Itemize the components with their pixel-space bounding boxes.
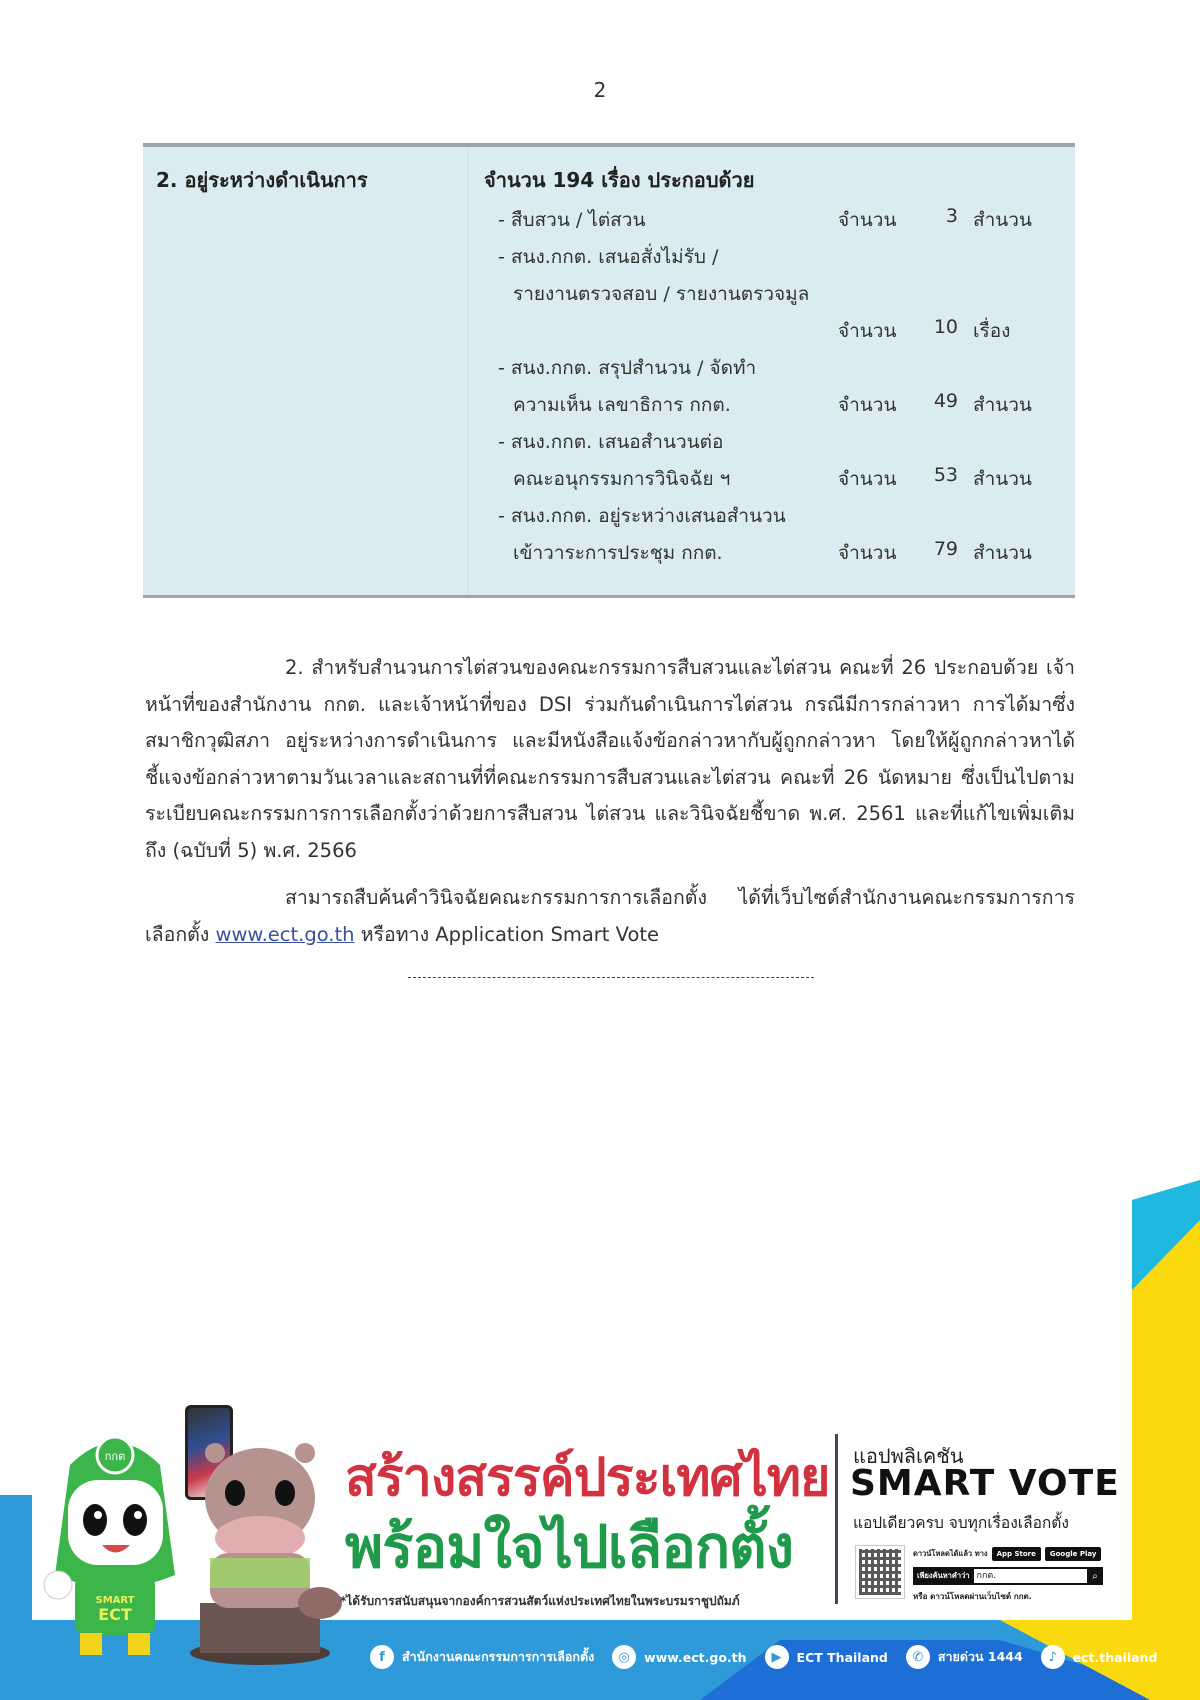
svg-text:กกต: กกต [104,1450,126,1463]
count-unit: สำนวน [973,394,1032,416]
ect-website-link[interactable]: www.ect.go.th [215,922,355,946]
list-item-count [498,312,1058,349]
item-text: - สนง.กกต. เสนอสั่งไม่รับ / [498,246,719,268]
item-text: ความเห็น เลขาธิการ กกต. [513,394,731,416]
app-kicker: แอปพลิเคชัน [853,1444,964,1468]
social-hotline-text[interactable]: สายด่วน 1444 [937,1649,1023,1664]
list-item-continuation [498,386,1058,423]
tiktok-icon[interactable]: ♪ [1041,1645,1065,1669]
column-divider [468,147,469,595]
svg-text:SMART: SMART [95,1595,135,1606]
count-unit: สำนวน [973,542,1032,564]
sub-items-list [498,201,1058,571]
vertical-divider [835,1434,838,1604]
item-text: รายงานตรวจสอบ / รายงานตรวจมูล [513,283,810,305]
facebook-icon[interactable]: f [370,1645,394,1669]
paragraph-search-info [145,880,1075,953]
social-tiktok-text[interactable]: ect.thailand [1072,1649,1158,1665]
phone-icon[interactable]: ✆ [906,1645,930,1669]
web-download-text: หรือ ดาวน์โหลดผ่านเว็บไซต์ กกต. [913,1592,1032,1601]
item-text: - สนง.กกต. สรุปสำนวน / จัดทำ [498,357,757,379]
count-unit: สำนวน [973,209,1032,231]
count-value: 79 [933,538,958,560]
row-label: 2. อยู่ระหว่างดำเนินการ [156,168,368,192]
social-web-text[interactable]: www.ect.go.th [644,1649,747,1665]
paragraph-text: สามารถสืบค้นคำวินิจฉัยคณะกรรมการการเลือกตั้ง ได้ที่เว็บไซต์สำนักงานคณะกรรมการการเลือกตั้ง [145,886,1075,946]
count-value: 3 [945,205,958,227]
item-text: - สืบสวน / ไต่สวน [498,209,646,231]
count-label: จำนวน [838,468,897,490]
social-youtube-text[interactable]: ECT Thailand [796,1649,888,1665]
svg-text:ECT: ECT [98,1605,132,1624]
count-label: จำนวน [838,394,897,416]
search-box: กกต. [974,1569,1087,1583]
count-value: 10 [933,316,958,338]
social-links [370,1642,1167,1672]
app-store-badge[interactable]: App Store [992,1547,1041,1561]
sponsor-disclaimer: *ได้รับการสนับสนุนจากองค์การสวนสัตว์แห่งประเทศไทยในพระบรมราชูปถัมภ์ [340,1594,740,1608]
count-label: จำนวน [838,320,897,342]
count-unit: สำนวน [973,468,1032,490]
app-tagline: แอปเดียวครบ จบทุกเรื่องเลือกตั้ง [853,1514,1069,1532]
count-label: จำนวน [838,542,897,564]
item-text: - สนง.กกต. อยู่ระหว่างเสนอสำนวน [498,505,786,527]
app-search-hint [913,1567,1103,1585]
youtube-icon[interactable]: ▶ [765,1645,789,1669]
web-icon[interactable]: ◎ [612,1645,636,1669]
list-item [498,238,1058,275]
hippo-mascot-illustration [180,1438,345,1668]
paragraph-investigation [145,650,1075,869]
search-label: เพียงค้นหาคำว่า [917,1571,970,1580]
item-text: - สนง.กกต. เสนอสำนวนต่อ [498,431,724,453]
paragraph-text: 2. สำหรับสำนวนการไต่สวนของคณะกรรมการสืบสวนและไต่สวน คณะที่ 26 ประกอบด้วย เจ้าหน้าที่ของสำนักงาน กกต. และเจ้าหน้าที่ของ DSI ร่วมกันดำเนินการไต่สวน กรณีมีการกล่าวหา การได้มาซึ่งสมาชิกวุฒิสภา อยู่ระหว่างการดำเนินการ และมีหนังสือแจ้งข้อกล่าวหากับผู้ถูกกล่าวหา โดยให้ผู้ถูกกล่าวหาได้ชี้แจงข้อกล่าวหาตามวันเวลาและสถานที่ที่คณะกรรมการสืบสวนและไต่สวน คณะที่ 26 นัดหมาย ซึ่งเป็นไปตามระเบียบคณะกรรมการการเลือกตั้งว่าด้วยการสืบสวน ไต่สวน และวินิจฉัยชี้ขาด พ.ศ. 2561 และที่แก้ไขเพิ่มเติมถึง (ฉบับที่ 5) พ.ศ. 2566 [145,656,1075,862]
headline-primary: สร้างสรรค์ประเทศไทย [345,1448,830,1508]
smart-vote-banner [0,1180,1200,1700]
search-icon: ⌕ [1092,1570,1098,1582]
count-unit: เรื่อง [973,320,1011,342]
end-divider [408,977,814,978]
list-item-continuation [498,460,1058,497]
summary-line: จำนวน 194 เรื่อง ประกอบด้วย [484,168,755,192]
ect-mascot-illustration [40,1425,190,1660]
download-text: ดาวน์โหลดได้แล้ว ทาง [913,1549,988,1558]
headline-secondary: พร้อมใจไปเลือกตั้ง [345,1513,794,1581]
list-item [498,201,1058,238]
count-label: จำนวน [838,209,897,231]
list-item [498,497,1058,534]
qr-code-icon[interactable] [855,1545,905,1599]
count-value: 49 [933,390,958,412]
list-item-continuation [498,275,1058,312]
count-value: 53 [933,464,958,486]
list-item [498,423,1058,460]
google-play-badge[interactable]: Google Play [1045,1547,1102,1561]
list-item [498,349,1058,386]
paragraph-text: หรือทาง Application Smart Vote [354,922,660,946]
status-table [143,143,1075,598]
item-text: คณะอนุกรรมการวินิจฉัย ฯ [513,468,731,490]
list-item-continuation [498,534,1058,571]
page-number: 2 [593,78,607,102]
social-facebook-text[interactable]: สำนักงานคณะกรรมการการเลือกตั้ง [402,1649,595,1664]
app-name: SMART VOTE [850,1463,1120,1504]
store-links [913,1547,1101,1561]
item-text: เข้าวาระการประชุม กกต. [513,542,723,564]
